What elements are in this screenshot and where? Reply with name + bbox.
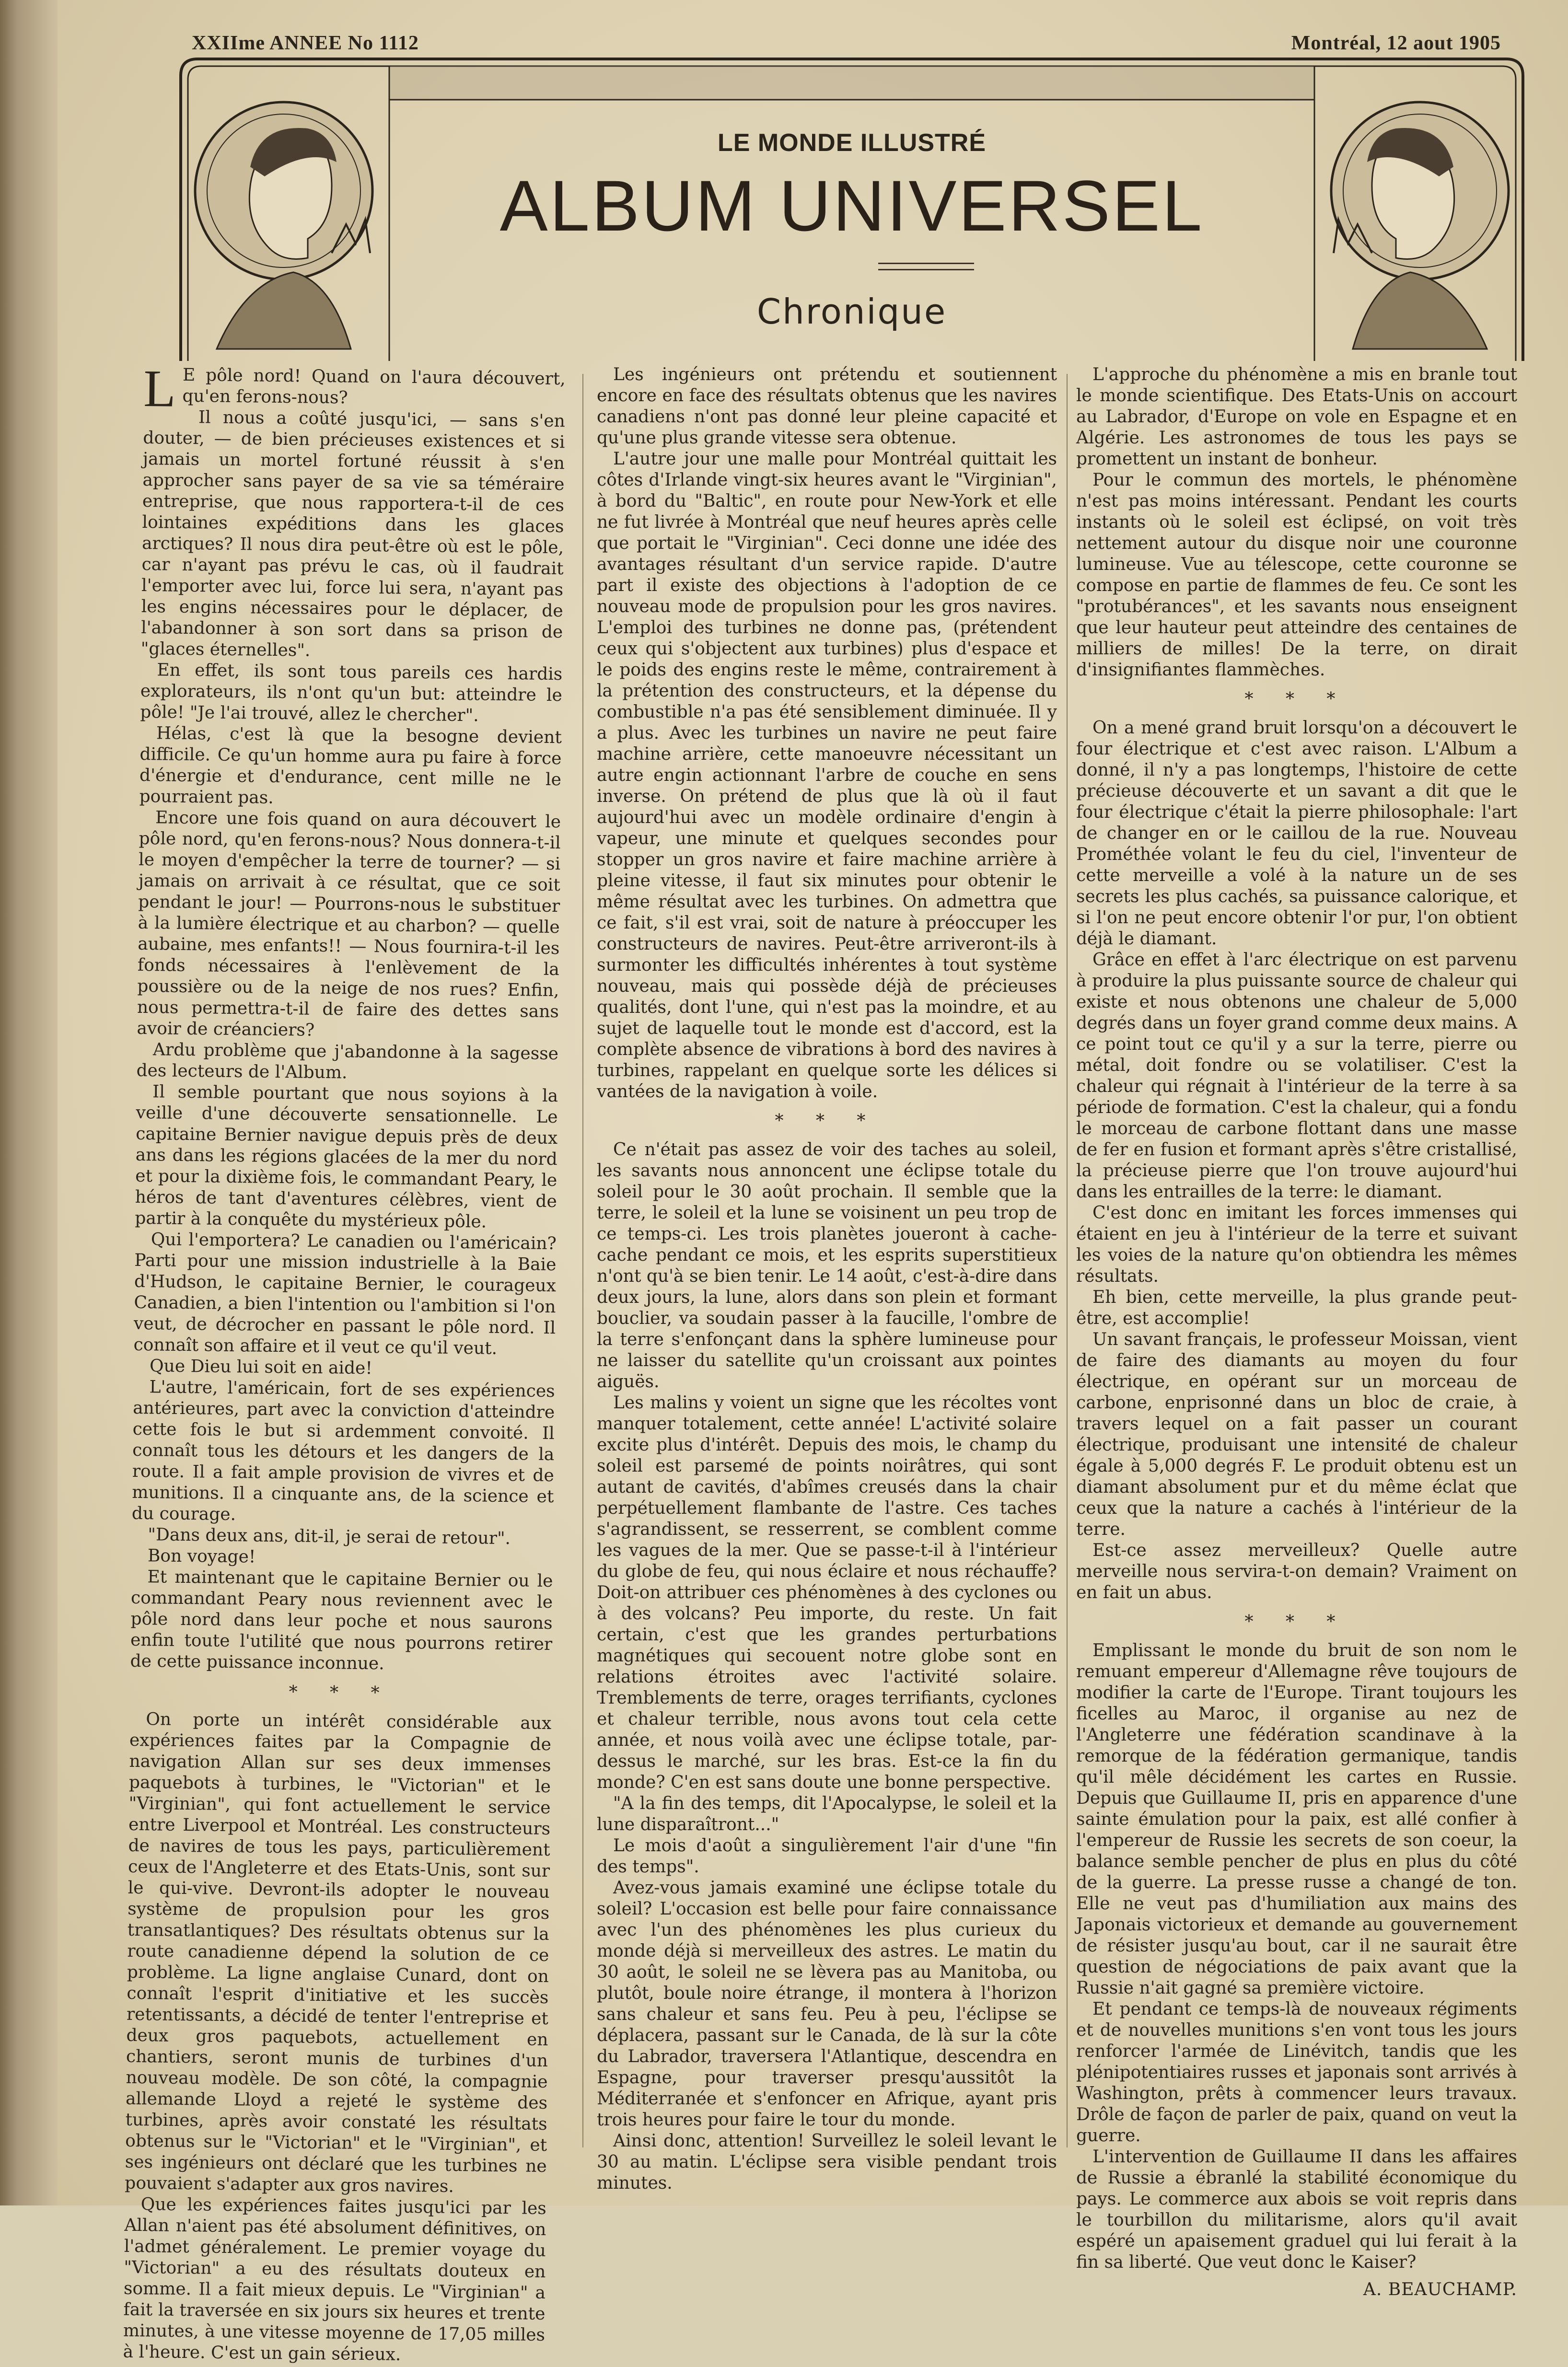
article-paragraph: Ce n'était pas assez de voir des taches au soleil, les savants nous annoncent une éclipse totale du soleil pour le 30 août prochain. Il semble que la terre, le soleil et la lune se voisinent un peu trop de ce temps-ci. Les trois planètes joueront à cache-cache pendant ce mois, et les esprits superstitieux n'ont qu'à se bien tenir. Le 14 août, c'est-à-dire dans deux jours, la lune, alors dans son plein et formant bouclier, va soudain passer à la faucille, l'ombre de la terre s'enfonçant dans la sphère lumineuse pour ne laisser du satellite qu'un croissant aux pointes aiguës. bbox=[597, 1140, 1057, 1392]
article-paragraph: Eh bien, cette merveille, la plus grande peut-être, est accomplie! bbox=[1076, 1288, 1517, 1328]
article-paragraph: On porte un intérêt considérable aux expériences faites par la Compagnie de navigation Allan sur ses deux immenses paquebots à turbines, le "Victorian" et le "Virginian", qui font actuellement le service entre Liverpool et Montréal. Les constructeurs de navires de tous les pays, particulièrement ceux de l'Angleterre et des Etats-Unis, sont sur le qui-vive. Devront-ils adopter le nouveau système de propulsion pour les gros transatlantiques? Des résultats obtenus sur la route canadienne dépend la solution de ce problème. La ligne anglaise Cunard, dont on connaît l'esprit d'initiative et les succès retentissants, a décidé de tenter l'entreprise et deux gros paquebots, actuellement en chantiers, seront munis de turbines d'un nouveau modèle. De son côté, la compagnie allemande Lloyd a rejeté le système des turbines, après avoir constaté les résultats obtenus sur le "Victorian" et le "Virginian", et ses ingénieurs ont déclaré que les turbines ne pouvaient s'adapter aux gros navires. bbox=[125, 1709, 552, 2196]
article-paragraph: Que Dieu lui soit en aide! bbox=[149, 1356, 373, 1379]
issue-date: Montréal, 12 aout 1905 bbox=[1291, 32, 1501, 54]
article-paragraph: Pour le commun des mortels, le phénomène n'est pas moins intéressant. Pendant les courts instants où le soleil est éclipsé, on voit très nettement autour du disque noir une couronne lumineuse. Vue au télescope, cette couronne se compose en partie de flammes de feu. Ce sont les "protubérances", et les savants nous enseignent que leur hauteur peut atteindre des centaines de milliers de milles! De la terre, on dirait d'insignifiantes flammèches. bbox=[1076, 470, 1517, 680]
section-separator: * * * bbox=[1244, 1612, 1349, 1632]
article-paragraph: Il semble pourtant que nous soyions à la veille d'une découverte sensationnelle. Le capitaine Bernier navigue depuis près de deux ans dans les régions glacées de la mer du nord et pour la dixième fois, le commandant Peary, le héros de tant d'aventures célèbres, vient de partir à la conquête du mystérieux pôle. bbox=[135, 1082, 558, 1232]
section-heading: Chronique bbox=[756, 291, 947, 332]
article-paragraph: Et pendant ce temps-là de nouveaux régiments et de nouvelles munitions s'en vont tous les jours renforcer l'armée de Linévitch, tandis que les plénipotentiaires russes et japonais sont arrivés à Washington, prêts à commencer leurs travaux. Drôle de façon de parler de paix, quand on veut la guerre. bbox=[1076, 1999, 1517, 2146]
article-paragraph: En effet, ils sont tous pareils ces hardis explorateurs, ils n'ont qu'un but: atteindre le pôle! "Je l'ai trouvé, allez le chercher". bbox=[140, 660, 563, 726]
article-paragraph: Les ingénieurs ont prétendu et soutiennent encore en face des résultats obtenus que les navires canadiens n'ont pas donné leur pleine capacité et qu'une plus grande vitesse sera obtenue. bbox=[597, 365, 1057, 448]
section-separator: * * * bbox=[289, 1682, 393, 1703]
issue-number: XXIIme ANNEE No 1112 bbox=[192, 32, 419, 54]
article-paragraph: Emplissant le monde du bruit de son nom le remuant empereur d'Allemagne rêve toujours de modifier la carte de l'Europe. Tirant toujours les ficelles au Maroc, il organise au nez de l'Angleterre une fédération scandinave à la remorque de la fédération germanique, tandis qu'il mêle décidément les cartes en Russie. Depuis que Guillaume II, pris en apparence d'une sainte émulation pour la paix, est allé confier à l'empereur de Russie les secrets de son coeur, la balance semble pencher de plus en plus du côté de la guerre. La presse russe a changé de ton. Elle ne veut pas d'humiliation aux mains des Japonais victorieux et demande au gouvernement de résister jusqu'au bout, car il ne saurait être question de négociations de paix avant que la Russie n'ait gagné sa première victoire. bbox=[1076, 1641, 1517, 1998]
section-separator: * * * bbox=[1244, 689, 1349, 709]
article-paragraph: Qui l'emportera? Le canadien ou l'américain? Parti pour une mission industrielle à la Baie d'Hudson, le capitaine Bernier, le courageux Canadien, a bien l'intention ou l'ambition si l'on veut, de décrocher en passant le pôle nord. Il connaît son affaire et il veut ce qu'il veut. bbox=[133, 1230, 557, 1358]
article-paragraph: Ainsi donc, attention! Surveillez le soleil levant le 30 au matin. L'éclipse sera visible pendant trois minutes. bbox=[597, 2131, 1057, 2193]
article-paragraph: Les malins y voient un signe que les récoltes vont manquer totalement, cette année! L'activité solaire excite plus d'intérêt. Depuis des mois, le champ du soleil est parsemé de points noirâtres, qui sont autant de cavités, d'abîmes creusés dans la chair perpétuellement flambante de l'astre. Ces taches s'agrandissent, se resserrent, se comblent comme les vagues de la mer. Que se passe-t-il à l'intérieur du globe de feu, qui nous éclaire et nous réchauffe? Doit-on attribuer ces phénomènes à des cyclones ou à des volcans? Peu importe, du reste. Un fait certain, c'est que les grandes perturbations magnétiques qui secouent notre globe sont en relations étroites avec l'activité solaire. Tremblements de terre, orages terrifiants, cyclones et chaleur terrible, nous avons tout cela cette année, et nous voilà avec une éclipse totale, par-dessus le marché, sur les bras. Est-ce la fin du monde? C'en est sans doute une bonne perspective. bbox=[597, 1393, 1057, 1792]
masthead bbox=[178, 57, 1525, 363]
article-paragraph: Il nous a coûté jusqu'ici, — sans s'en douter, — de bien précieuses existences et si jamais un mortel fortuné réussit à s'en approcher sans payer de sa vie sa téméraire entreprise, que nous rapportera-t-il de ces lointaines expéditions dans les glaces arctiques? Il nous dira peut-être où est le pôle, car n'ayant pas prévu le cas, où il faudrait l'emporter avec lui, force lui sera, n'ayant pas les engins nécessaires pour le déplacer, de l'abandonner à son sort dans sa prison de "glaces éternelles". bbox=[140, 407, 566, 661]
title-divider bbox=[878, 263, 974, 270]
article-paragraph: L'intervention de Guillaume II dans les affaires de Russie a ébranlé la stabilité économique du pays. Le commerce aux abois se voit repris dans le tourbillon du militarisme, alors qu'il avait espéré un apaisement graduel qui lui ferait à la fin sa liberté. Que veut donc le Kaiser? bbox=[1076, 2147, 1517, 2272]
article-paragraph: Avez-vous jamais examiné une éclipse totale du soleil? L'occasion est belle pour faire connaissance avec l'un des phénomènes les plus curieux du monde déjà si merveilleux des astres. Le matin du 30 août, le soleil ne se lèvera pas au Manitoba, ou plutôt, boule noire étrange, il montera à l'horizon sans chaleur et sans feu. Peu à peu, l'éclipse se déplacera, passant sur le Canada, de là sur la côte du Labrador, traversera l'Atlantique, descendra en Espagne, pour traverser presqu'aussitôt la Méditerranée et s'enfoncer en Afrique, ayant pris trois heures pour faire le tour du monde. bbox=[597, 1878, 1057, 2130]
article-column-1 bbox=[123, 359, 566, 2365]
column-divider bbox=[582, 374, 583, 2147]
article-paragraph: Que les expériences faites jusqu'ici par les Allan n'aient pas été absolument définitives, on l'admet généralement. Le premier voyage du "Victorian" a eu des résultats douteux en somme. Il a fait mieux depuis. Le "Virginian" a fait la traversée en six jours six heures et trente minutes, à une vitesse moyenne de 17,05 milles à l'heure. C'est un gain sérieux. bbox=[123, 2194, 546, 2365]
article-paragraph: Est-ce assez merveilleux? Quelle autre merveille nous servira-t-on demain? Vraiment on en fait un abus. bbox=[1076, 1541, 1517, 1602]
author-signature: A. BEAUCHAMP. bbox=[1363, 2280, 1517, 2299]
article-paragraph: C'est donc en imitant les forces immenses qui étaient en jeu à l'intérieur de la terre et suivant les voies de la nature qu'on obtiendra les mêmes résultats. bbox=[1076, 1203, 1517, 1286]
article-column-2 bbox=[597, 364, 1057, 2193]
article-paragraph: L'approche du phénomène a mis en branle tout le monde scientifique. Des Etats-Unis on accourt au Labrador, d'Europe on vole en Espagne et en Algérie. Les astronomes de tous les pays se promettent un instant de bonheur. bbox=[1076, 365, 1517, 469]
page-spine bbox=[0, 0, 58, 2205]
article-paragraph: Le mois d'août a singulièrement l'air d'une "fin des temps". bbox=[597, 1836, 1057, 1877]
article-paragraph: Un savant français, le professeur Moissan, vient de faire des diamants au moyen du four électrique, en opérant sur un morceau de carbone, enprisonné dans un bloc de craie, à travers lequel on a fait passer un courant électrique, produisant une intensité de chaleur égale à 5,000 degrés F. Le produit obtenu est un diamant absolument pur et du même éclat que ceux que la nature a cachés à l'intérieur de la terre. bbox=[1076, 1330, 1517, 1539]
article-paragraph: On a mené grand bruit lorsqu'on a découvert le four électrique et c'est avec raison. L'Album a donné, il n'y a pas longtemps, l'histoire de cette précieuse découverte et un savant a dit que le four électrique c'était la pierre philosophale: l'art de changer en or le caillou de la rue. Nouveau Prométhée volant le feu du ciel, l'inventeur de cette merveille a volé à la nature un de ses secrets les plus cachés, sa puissance calorique, et si l'on ne peut encore obtenir l'or pur, l'on obtient déjà le diamant. bbox=[1076, 718, 1517, 949]
article-paragraph: "Dans deux ans, dit-il, je serai de retour". bbox=[148, 1525, 511, 1549]
article-paragraph: Et maintenant que le capitaine Bernier ou le commandant Peary nous reviennent avec le pôle nord dans leur poche et nous saurons enfin toute l'utilité que nous pourrons retirer de cette puissance inconnue. bbox=[130, 1567, 553, 1674]
article-paragraph: Hélas, c'est là que la besogne devient difficile. Ce qu'un homme aura pu faire à force d'énergie et d'endurance, cent mille ne le pourraient pas. bbox=[139, 723, 562, 808]
article-paragraph: "A la fin des temps, dit l'Apocalypse, le soleil et la lune disparaîtront..." bbox=[597, 1794, 1057, 1834]
column-divider bbox=[1067, 374, 1068, 2147]
article-paragraph: Encore une fois quand on aura découvert le pôle nord, qu'en ferons-nous? Nous donnera-t-il le moyen d'empêcher la terre de tourner? — si jamais on arrivait à ce résultat, que ce soit pendant le jour! — Pourrons-nous le substituer à la lumière électrique et au charbon? — quelle aubaine, mes enfants!! — Nous fournira-t-il les fonds nécessaires à l'enlèvement de la poussière ou de la neige de nos rues? Enfin, nous permettra-t-il de faire des dettes sans avoir de créanciers? bbox=[137, 808, 561, 1040]
article-paragraph: Grâce en effet à l'arc électrique on est parvenu à produire la plus puissante source de chaleur qui existe et nous obtenons une chaleur de 5,000 degrés dans un foyer grand comme deux mains. A ce point tout ce qu'il y a sur la terre, pierre ou métal, doit fondre ou se volatiliser. C'est la chaleur qui régnait à l'intérieur de la terre à sa période de formation. C'est la chaleur, qui a fondu le morceau de carbone flottant dans une masse de fer en fusion et formant après s'être cristallisé, la précieuse pierre que l'on trouve aujourd'hui dans les entrailles de la terre: le diamant. bbox=[1076, 950, 1517, 1202]
section-separator: * * * bbox=[775, 1111, 879, 1131]
drop-cap: L bbox=[143, 359, 176, 418]
article-column-3 bbox=[1076, 364, 1517, 2299]
article-paragraph: Ardu problème que j'abandonne à la sagesse des lecteurs de l'Album. bbox=[136, 1040, 559, 1083]
article-paragraph: L'autre, l'américain, fort de ses expériences antérieures, part avec la conviction d'atteindre cette fois le but si ardemment convoité. Il connaît tous les détours et les dangers de la route. Il a fait ample provision de vivres et de munitions. Il a cinquante ans, de la science et du courage. bbox=[131, 1377, 555, 1525]
article-paragraph: L'autre jour une malle pour Montréal quittait les côtes d'Irlande vingt-six heures avant le "Virginian", à bord du "Baltic", en route pour New-York et elle ne fut livrée à Montréal que neuf heures après celle que portait le "Virginian". Ceci donne une idée des avantages résultant d'un service rapide. D'autre part il existe des objections à l'adoption de ce nouveau mode de propulsion pour les gros navires. L'emploi des turbines ne donne pas, (prétendent ceux qui s'objectent aux turbines) plus d'espace et le poids des engins reste le même, contrairement à la prétention des constructeurs, et la dépense du combustible n'a pas été sensiblement diminuée. Il y a plus. Avec les turbines un navire ne peut faire machine arrière, cette manoeuvre nécessitant un autre engin actionnant l'arbre de couche en sens inverse. On prétend de plus que là où il faut aujourd'hui avec un modèle ordinaire d'engin à vapeur, une minute et quelques secondes pour stopper un gros navire et faire machine arrière à pleine vitesse, il faut six minutes pour obtenir le même résultat avec les turbines. On admettra que ce fait, s'il est vrai, soit de nature à préoccuper les constructeurs de navires. Peut-être arriveront-ils à surmonter les difficultés inhérentes à tout système nouveau, mais qui possède déjà de précieuses qualités, dont l'une, qui n'est pas la moindre, et au sujet de laquelle tout le monde est d'accord, est la complète absence de vibrations à bord des navires à turbines, rappelant en quelque sorte les délices si vantées de la navigation à voile. bbox=[597, 449, 1057, 1102]
article-paragraph: L E pôle nord! Quand on l'aura découvert, qu'en ferons-nous? bbox=[143, 359, 566, 418]
publication-subtitle: LE MONDE ILLUSTRÉ bbox=[717, 129, 987, 157]
publication-title: ALBUM UNIVERSEL bbox=[499, 165, 1204, 246]
article-paragraph: Bon voyage! bbox=[147, 1546, 256, 1567]
